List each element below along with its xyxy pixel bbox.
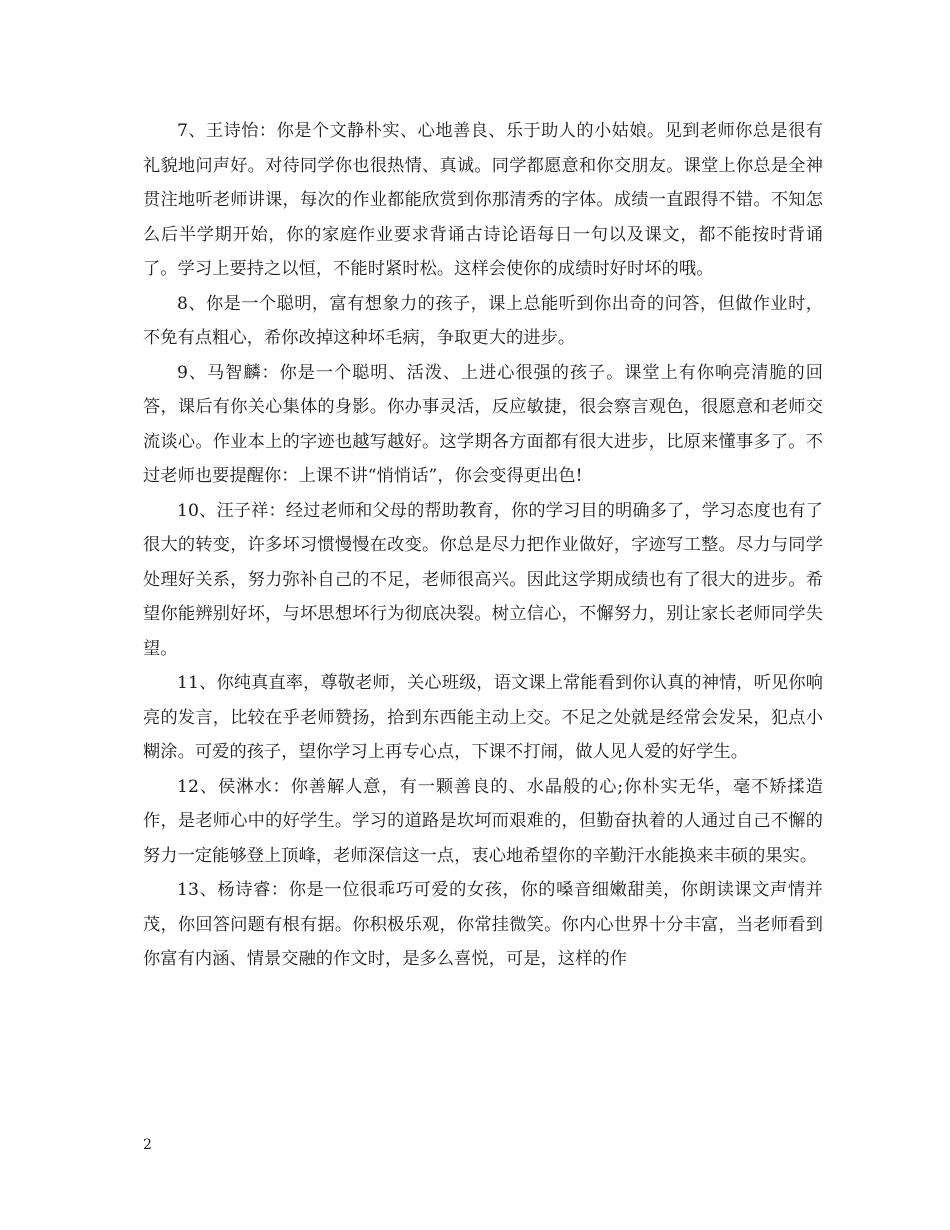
paragraph-comment-8: 8、你是一个聪明，富有想象力的孩子，课上总能听到你出奇的问答，但做作业时，不免有点粗心，希你改掉这种坏毛病，争取更大的进步。 xyxy=(143,293,823,348)
paragraph-comment-9: 9、马智麟：你是一个聪明、活泼、上进心很强的孩子。课堂上有你响亮清脆的回答，课后有你关心集体的身影。你办事灵活，反应敏捷，很会察言观色，很愿意和老师交流谈心。作业本上的字迹也越写越好。这学期各方面都有很大进步，比原来懂事多了。不过老师也要提醒你：上课不讲“悄悄话”，你会变得更出色! xyxy=(143,362,823,486)
paragraph-comment-12: 12、侯淋水：你善解人意，有一颗善良的、水晶般的心;你朴实无华，毫不矫揉造作，是老师心中的好学生。学习的道路是坎坷而艰难的，但勤奋执着的人通过自己不懈的努力一定能够登上顶峰，老师深信这一点，衷心地希望你的辛勤汗水能换来丰硕的果实。 xyxy=(143,776,823,866)
paragraph-comment-13: 13、杨诗睿：你是一位很乖巧可爱的女孩，你的嗓音细嫩甜美，你朗读课文声情并茂，你回答问题有根有据。你积极乐观，你常挂微笑。你内心世界十分丰富，当老师看到你富有内涵、情景交融的作文时，是多么喜悦，可是，这样的作 xyxy=(143,880,823,969)
paragraph-comment-11: 11、你纯真直率，尊敬老师，关心班级，语文课上常能看到你认真的神情，听见你响亮的发言，比较在乎老师赞扬，拾到东西能主动上交。不足之处就是经常会发呆，犯点小糊涂。可爱的孩子，望你学习上再专心点，下课不打闹，做人见人爱的好学生。 xyxy=(143,673,823,762)
page-number: 2 xyxy=(143,1137,152,1153)
page-body xyxy=(143,114,823,977)
paragraph-comment-10: 10、汪子祥：经过老师和父母的帮助教育，你的学习目的明确多了，学习态度也有了很大的转变，许多坏习惯慢慢在改变。你总是尽力把作业做好，字迹写工整。尽力与同学处理好关系，努力弥补自己的不足，老师很高兴。因此这学期成绩也有了很大的进步。希望你能辨别好坏，与坏思想坏行为彻底决裂。树立信心，不懈努力，别让家长老师同学失望。 xyxy=(143,500,823,659)
paragraph-comment-7: 7、王诗怡：你是个文静朴实、心地善良、乐于助人的小姑娘。见到老师你总是很有礼貌地问声好。对待同学你也很热情、真诚。同学都愿意和你交朋友。课堂上你总是全神贯注地听老师讲课，每次的作业都能欣赏到你那清秀的字体。成绩一直跟得不错。不知怎么后半学期开始，你的家庭作业要求背诵古诗论语每日一句以及课文，都不能按时背诵了。学习上要持之以恒，不能时紧时松。这样会使你的成绩时好时坏的哦。 xyxy=(143,121,823,279)
